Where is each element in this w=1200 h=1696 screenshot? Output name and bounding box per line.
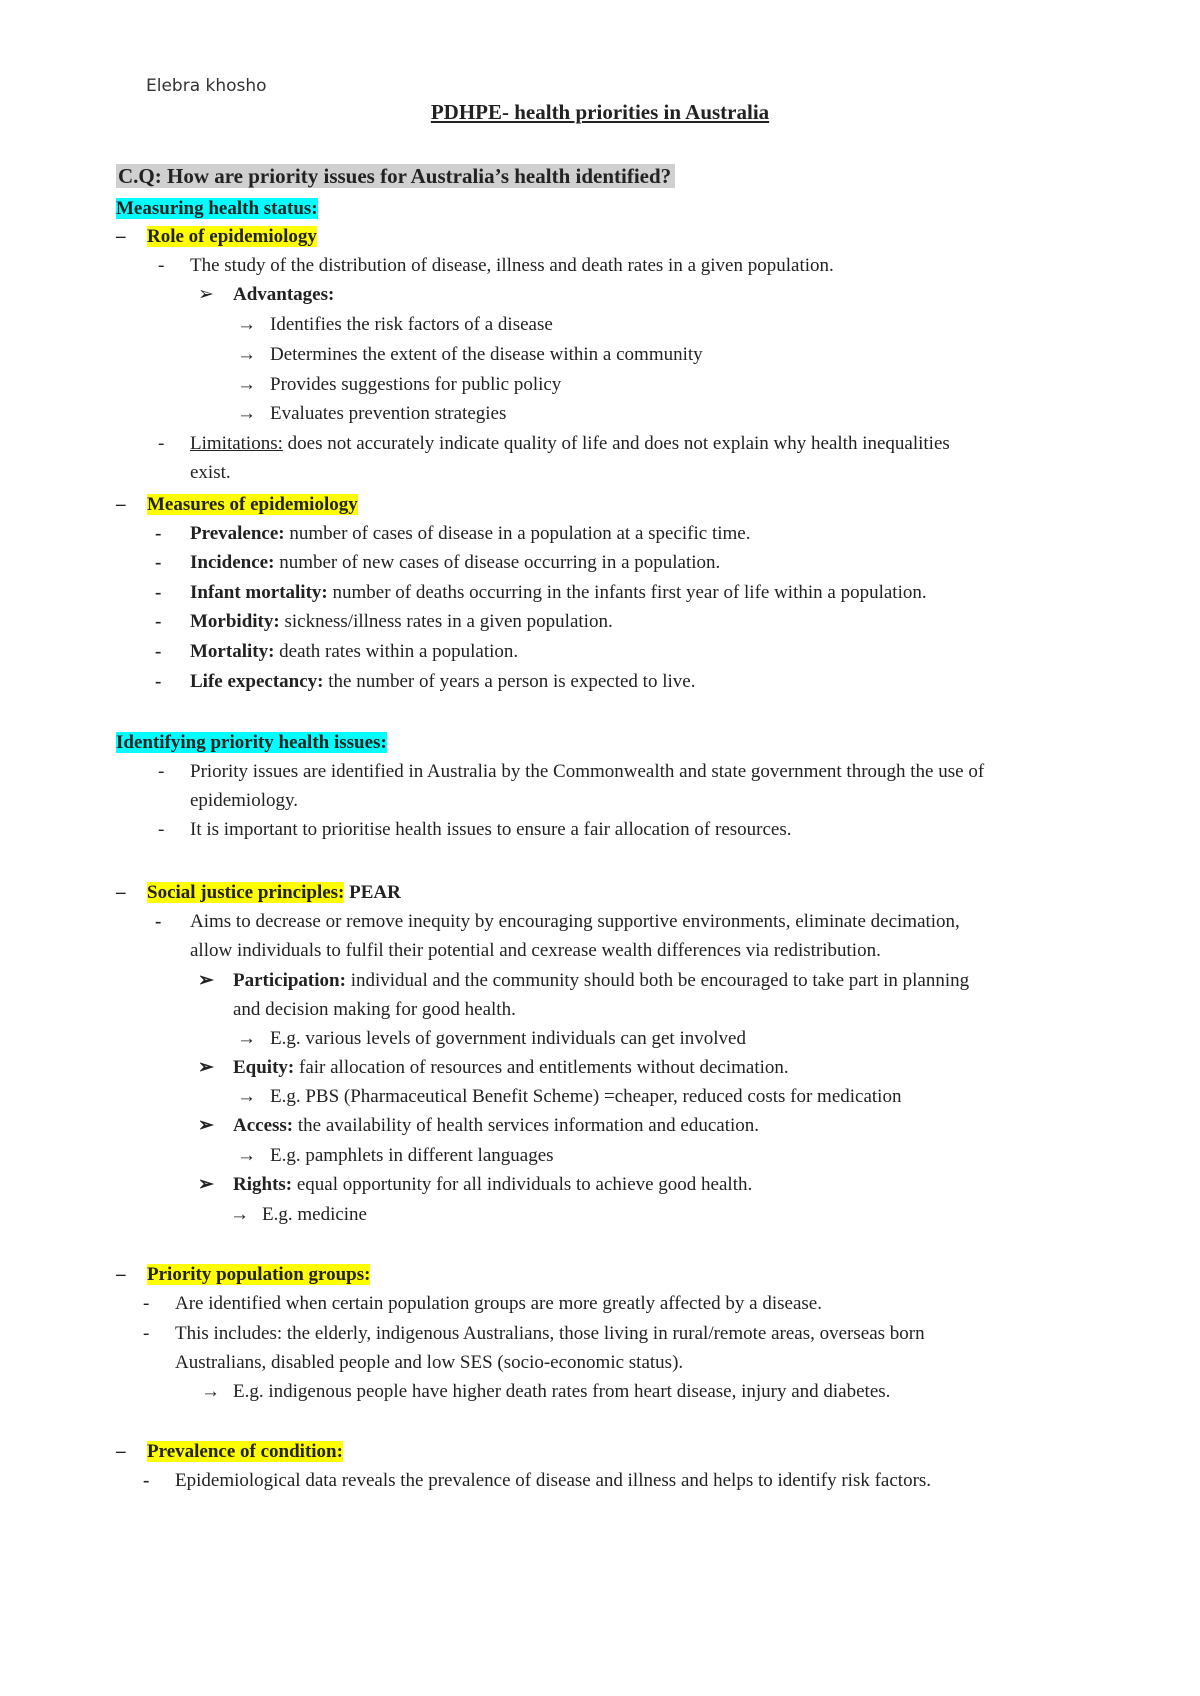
principle-rights: Rights: equal opportunity for all individuals to achieve good health. [233,1174,753,1195]
hyphen-marker: - [155,641,162,662]
hyphen-marker: - [143,1323,150,1344]
arrow-marker: → [230,1204,249,1225]
advantages-label: Advantages: [233,284,335,305]
hyphen-marker: - [155,911,162,932]
triangle-marker: ➢ [198,970,214,991]
dash-marker: – [116,1441,126,1462]
priority-groups-item-cont: Australians, disabled people and low SES (socio-economic status). [175,1352,684,1373]
page-title: PDHPE- health priorities in Australia [430,100,770,124]
measure-item: Morbidity: sickness/illness rates in a given population. [190,611,613,632]
dash-marker: – [116,882,126,903]
limitations-cont: exist. [190,462,231,483]
hyphen-marker: - [158,819,165,840]
arrow-marker: → [237,1028,256,1049]
advantage-item: Evaluates prevention strategies [270,403,507,424]
definition-text: The study of the distribution of disease, illness and death rates in a given population. [190,255,834,276]
author-name: Elebra khosho [146,76,267,96]
principle-example: E.g. medicine [262,1204,367,1225]
measure-item: Mortality: death rates within a population. [190,641,519,662]
measure-item: Life expectancy: the number of years a person is expected to live. [190,671,696,692]
measure-item: Incidence: number of new cases of disease occurring in a population. [190,552,721,573]
triangle-marker: ➢ [198,284,214,305]
triangle-marker: ➢ [198,1057,214,1078]
advantage-item: Determines the extent of the disease within a community [270,344,703,365]
arrow-marker: → [237,314,256,335]
advantage-item: Identifies the risk factors of a disease [270,314,553,335]
identifying-item: Priority issues are identified in Australia by the Commonwealth and state government through the use of [190,761,985,782]
arrow-marker: → [237,344,256,365]
hyphen-marker: - [158,255,165,276]
hyphen-marker: - [143,1293,150,1314]
section-heading-measuring: Measuring health status: [116,198,318,219]
hyphen-marker: - [155,611,162,632]
social-justice-aim: Aims to decrease or remove inequity by encouraging supportive environments, eliminate decimation, [190,911,960,932]
priority-groups-example: E.g. indigenous people have higher death rates from heart disease, injury and diabetes. [233,1381,891,1402]
triangle-marker: ➢ [198,1115,214,1136]
arrow-marker: → [201,1381,220,1402]
priority-groups-item: This includes: the elderly, indigenous Australians, those living in rural/remote areas, overseas born [175,1323,925,1344]
arrow-marker: → [237,1145,256,1166]
subheading-prevalence: Prevalence of condition: [147,1441,343,1462]
principle-participation-cont: and decision making for good health. [233,999,516,1020]
hyphen-marker: - [155,552,162,573]
principle-equity: Equity: fair allocation of resources and entitlements without decimation. [233,1057,789,1078]
principle-access: Access: the availability of health services information and education. [233,1115,760,1136]
principle-example: E.g. pamphlets in different languages [270,1145,554,1166]
dash-marker: – [116,494,126,515]
hyphen-marker: - [158,433,165,454]
hyphen-marker: - [155,523,162,544]
priority-groups-item: Are identified when certain population groups are more greatly affected by a disease. [175,1293,822,1314]
hyphen-marker: - [155,582,162,603]
identifying-item: It is important to prioritise health issues to ensure a fair allocation of resources. [190,819,792,840]
social-justice-aim-cont: allow individuals to fulfil their potential and cexrease wealth differences via redistribution. [190,940,881,961]
measure-item: Prevalence: number of cases of disease in a population at a specific time. [190,523,751,544]
dash-marker: – [116,226,126,247]
subheading-social-justice: Social justice principles: PEAR [147,882,401,903]
subheading-priority-groups: Priority population groups: [147,1264,371,1285]
hyphen-marker: - [158,761,165,782]
principle-example: E.g. PBS (Pharmaceutical Benefit Scheme) =cheaper, reduced costs for medication [270,1086,902,1107]
subheading-role: Role of epidemiology [147,226,317,247]
prevalence-item: Epidemiological data reveals the prevalence of disease and illness and helps to identify risk factors. [175,1470,932,1491]
principle-example: E.g. various levels of government individuals can get involved [270,1028,746,1049]
arrow-marker: → [237,403,256,424]
limitations-line: Limitations: does not accurately indicate quality of life and does not explain why health inequalities [190,433,950,454]
dash-marker: – [116,1264,126,1285]
principle-participation: Participation: individual and the community should both be encouraged to take part in planning [233,970,970,991]
measure-item: Infant mortality: number of deaths occurring in the infants first year of life within a population. [190,582,927,603]
identifying-item-cont: epidemiology. [190,790,298,811]
advantage-item: Provides suggestions for public policy [270,374,562,395]
arrow-marker: → [237,374,256,395]
arrow-marker: → [237,1086,256,1107]
hyphen-marker: - [143,1470,150,1491]
hyphen-marker: - [155,671,162,692]
subheading-measures: Measures of epidemiology [147,494,358,515]
focus-question: C.Q: How are priority issues for Australia’s health identified? [116,162,675,190]
triangle-marker: ➢ [198,1174,214,1195]
section-heading-identifying: Identifying priority health issues: [116,732,387,753]
